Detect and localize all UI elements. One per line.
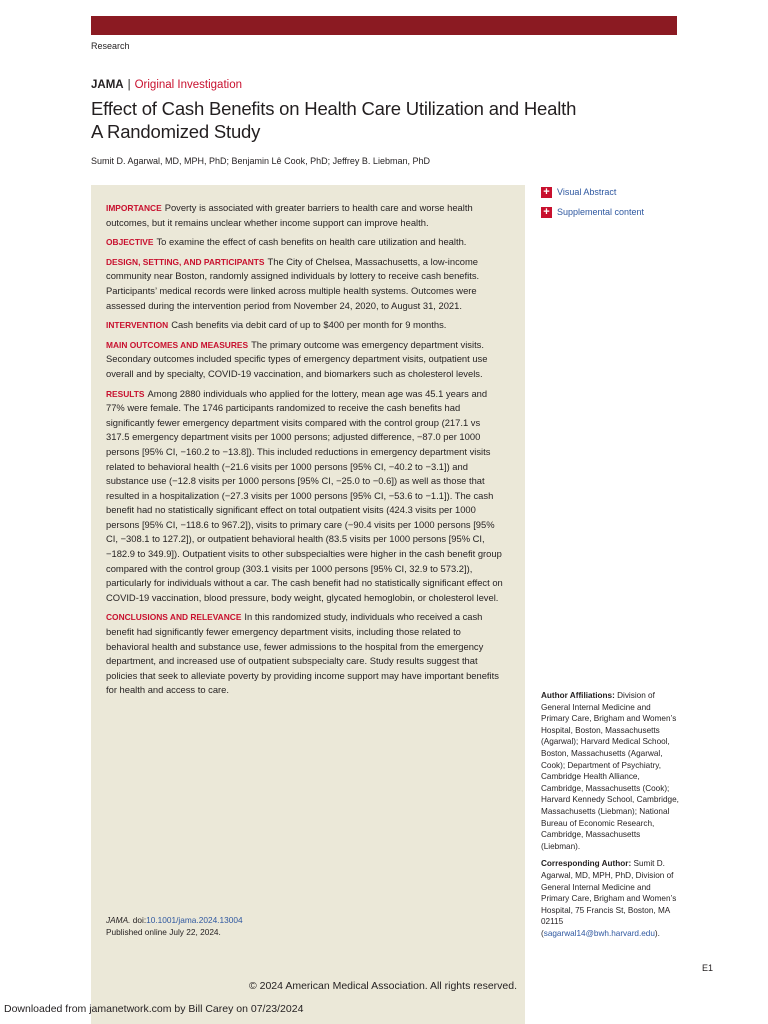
affiliations-text: Division of General Internal Medicine and Primary Care, Brigham and Women’s Hospital, Boston, Massachusetts (Agarwal); Harvard Medical School, Boston, Massachusetts (Agarwal, Cook); Department of Psychiatry, Cambridge Health Alliance, Cambridge, Massachusetts (Cook); Harvard Kennedy School, Cambridge, Massachusetts (Liebman); National Bureau of Economic Research, Cambridge, Massachusetts (Liebman). — [541, 691, 679, 851]
abstract-body — [106, 201, 504, 703]
author-info — [541, 690, 681, 945]
author-list: Sumit D. Agarwal, MD, MPH, PhD; Benjamin Lê Cook, PhD; Jeffrey B. Liebman, PhD — [91, 156, 430, 166]
affiliations-label: Author Affiliations: — [541, 691, 615, 700]
abstract-text: The City of Chelsea, Massachusetts, a low-income community near Boston, randomly assigned individuals by lottery to receive cash benefits. Participants’ medical records were linked across multiple health systems. Outcomes were assessed during the intervention period from November 24, 2020, to August 31, 2021. — [106, 255, 480, 311]
abstract-design — [106, 255, 504, 313]
abstract-heading: DESIGN, SETTING, AND PARTICIPANTS — [106, 256, 265, 267]
plus-icon: + — [541, 207, 552, 218]
header-bar — [91, 16, 677, 35]
abstract-text: Cash benefits via debit card of up to $400 per month for 9 months. — [171, 319, 447, 331]
abstract-heading: CONCLUSIONS AND RELEVANCE — [106, 612, 242, 623]
journal-name: JAMA — [91, 79, 124, 91]
published-date: Published online July 22, 2024. — [106, 926, 221, 937]
abstract-text: In this randomized study, individuals who received a cash benefit had significantly fewer emergency department visits, including those related to behavioral health and substance use, fewer admissions to the hospital from the emergency department, and increased use of outpatient subspecialty care. Study results suggest that policies that seek to alleviate poverty by providing income support may have important benefits for health and access to care. — [106, 611, 499, 696]
abstract-heading: INTERVENTION — [106, 320, 169, 331]
abstract-heading: OBJECTIVE — [106, 237, 154, 248]
abstract-text: The primary outcome was emergency department visits. Secondary outcomes included specific types of emergency department visits, outpatient use overall and by specialty, COVID-19 vaccination, and biomarkers such as cholesterol levels. — [106, 338, 488, 379]
doi-link[interactable]: 10.1001/jama.2024.13004 — [146, 915, 243, 925]
abstract-heading: IMPORTANCE — [106, 203, 162, 213]
abstract-outcomes — [106, 338, 504, 382]
article-type: Original Investigation — [134, 79, 242, 91]
link-label[interactable]: Supplemental content — [557, 207, 645, 217]
abstract-box — [91, 185, 525, 1024]
citation-journal: JAMA. — [106, 915, 131, 925]
corresponding-author — [541, 858, 681, 939]
abstract-conclusions — [106, 610, 504, 698]
author-affiliations — [541, 690, 681, 852]
visual-abstract-link[interactable] — [541, 185, 644, 199]
corresponding-end: ). — [654, 928, 660, 938]
abstract-intervention — [106, 318, 504, 333]
citation-doi-prefix: doi: — [132, 915, 147, 925]
email-link[interactable]: sagarwal14@bwh.harvard.edu — [543, 928, 655, 938]
abstract-importance — [106, 201, 504, 230]
supplemental-content-link[interactable] — [541, 205, 644, 219]
journal-separator: | — [127, 79, 131, 91]
citation-block — [106, 915, 243, 938]
page-number: E1 — [702, 963, 714, 973]
corresponding-label: Corresponding Author: — [541, 859, 632, 869]
citation-line — [106, 915, 243, 927]
abstract-text: To examine the effect of cash benefits on health care utilization and health. — [156, 236, 467, 248]
article-subtitle: A Randomized Study — [91, 121, 261, 142]
corresponding-text: Sumit D. Agarwal, MD, MPH, PhD, Division of General Internal Medicine and Primary Care, Brigham and Women’s Hospital, 75 Francis St, Boston, MA 02115 ( — [541, 859, 677, 938]
copyright-notice: © 2024 American Medical Association. All rights reserved. — [248, 980, 518, 992]
abstract-results — [106, 387, 504, 606]
abstract-heading: RESULTS — [106, 388, 145, 399]
abstract-objective — [106, 235, 504, 250]
section-label: Research — [91, 41, 130, 51]
abstract-heading: MAIN OUTCOMES AND MEASURES — [106, 339, 249, 350]
plus-icon: + — [541, 187, 552, 198]
abstract-text: Poverty is associated with greater barriers to health care and worse health outcomes, but it remains unclear whether income support can improve health. — [106, 202, 473, 228]
download-notice: Downloaded from jamanetwork.com by Bill Carey on 07/23/2024 — [4, 1003, 304, 1015]
link-label[interactable]: Visual Abstract — [557, 187, 617, 197]
abstract-text: Among 2880 individuals who applied for the lottery, mean age was 45.1 years and 77% were female. The 1746 participants randomized to receive the cash benefits had significantly fewer emergency department visits compared with the control group (217.1 vs 317.5 emergency department visits per 1000 persons; adjusted difference, −87.0 per 1000 persons [95% CI, −160.2 to −13.8]). This included reductions in emergency department visits related to behavioral health (−21.6 visits per 1000 persons [95% CI, −40.2 to −3.1]) and substance use (−12.8 visits per 1000 persons [95% CI, −25.0 to −0.6]) as well as those that resulted in a hospitalization (−27.3 visits per 1000 persons [95% CI, −53.6 to −1.1]). The cash benefit had no statistically significant effect on total outpatient visits (424.3 visits per 1000 persons [95% CI, −118.6 to 967.2]), visits to primary care (−90.4 visits per 1000 persons [95% CI, −308.1 to 127.2]), or outpatient behavioral health (83.5 visits per 1000 persons [95% CI, −182.9 to 349.9]). Outpatient visits to other subspecialties were higher in the cash benefit group compared with the control group (303.1 visits per 1000 persons [95% CI, 32.9 to 573.2]), particularly for individuals without a car. The cash benefit had no statistically significant effect on COVID-19 vaccination, blood pressure, body weight, glycated hemoglobin, or cholesterol level. — [106, 387, 503, 603]
supplement-links — [541, 185, 644, 225]
journal-line — [91, 79, 242, 91]
article-title: Effect of Cash Benefits on Health Care Utilization and Health — [91, 98, 577, 119]
